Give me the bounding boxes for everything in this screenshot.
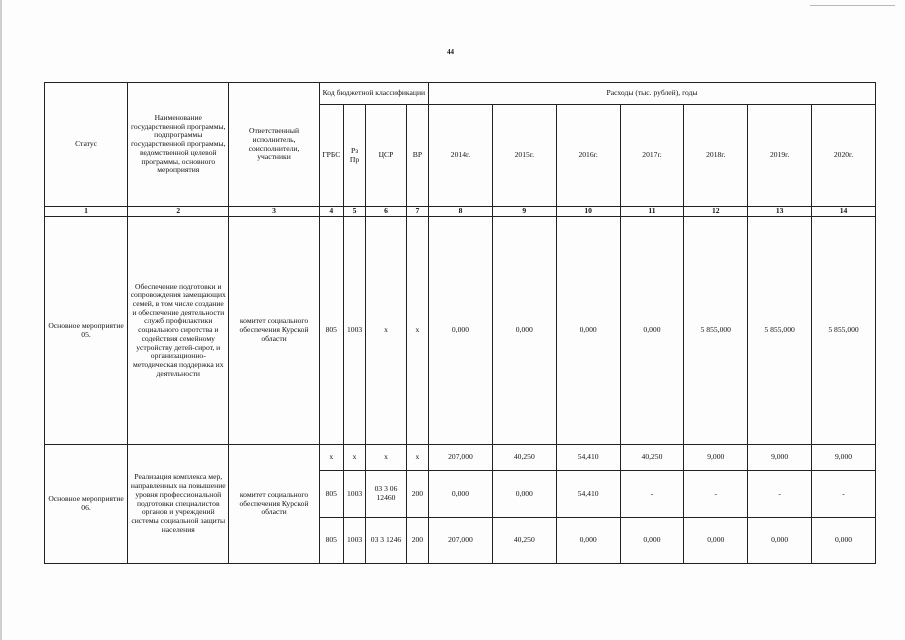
cell-vr: 200 (406, 518, 428, 564)
cell-amount: - (620, 471, 684, 518)
column-number: 3 (229, 207, 319, 217)
cell-grbs: х (319, 445, 343, 471)
row-status: Основное мероприятие 06. (45, 445, 128, 564)
cell-amount: 9,000 (684, 445, 748, 471)
cell-amount: 0,000 (429, 471, 493, 518)
cell-amount: 0,000 (620, 518, 684, 564)
row-executor: комитет социального обеспечения Курской области (229, 217, 319, 445)
cell-csr: х (366, 217, 407, 445)
page-number: 44 (447, 48, 454, 56)
cell-amount: - (812, 471, 876, 518)
cell-rzpr: 1003 (343, 471, 365, 518)
cell-amount: 9,000 (812, 445, 876, 471)
cell-amount: 0,000 (812, 518, 876, 564)
header-vr: ВР (406, 105, 428, 207)
cell-amount: 207,000 (429, 445, 493, 471)
table-row (45, 445, 876, 471)
column-number: 5 (343, 207, 365, 217)
header-grbs: ГРБС (319, 105, 343, 207)
scan-left-edge (0, 0, 2, 640)
column-number: 9 (492, 207, 556, 217)
row-name: Обеспечение подготовки и сопровождения замещающих семей, в том числе создание и обеспечение деятельности служб профилактики социального сиротства и содействия семейному устройству детей-сирот, и организационно-методическая поддержка их деятельности (128, 217, 229, 445)
cell-amount: 5 855,000 (684, 217, 748, 445)
cell-amount: 5 855,000 (748, 217, 812, 445)
cell-amount: 0,000 (556, 518, 620, 564)
cell-grbs: 805 (319, 471, 343, 518)
cell-grbs: 805 (319, 518, 343, 564)
cell-csr: 03 3 1246 (366, 518, 407, 564)
cell-amount: 40,250 (620, 445, 684, 471)
header-year: 2016г. (556, 105, 620, 207)
row-executor: комитет социального обеспечения Курской области (229, 445, 319, 564)
column-number: 11 (620, 207, 684, 217)
header-expenses: Расходы (тыс. рублей), годы (429, 83, 876, 105)
cell-amount: 0,000 (492, 217, 556, 445)
cell-grbs: 805 (319, 217, 343, 445)
header-executor: Ответственный исполнитель, соисполнители, участники (229, 83, 319, 207)
cell-amount: 207,000 (429, 518, 493, 564)
cell-amount: 0,000 (748, 518, 812, 564)
cell-csr: 03 3 06 12460 (366, 471, 407, 518)
cell-vr: х (406, 445, 428, 471)
cell-amount: - (684, 471, 748, 518)
header-status: Статус (45, 83, 128, 207)
cell-amount: 5 855,000 (812, 217, 876, 445)
cell-rzpr: 1003 (343, 518, 365, 564)
row-status: Основное мероприятие 05. (45, 217, 128, 445)
header-year: 2020г. (812, 105, 876, 207)
column-number: 10 (556, 207, 620, 217)
header-csr: ЦСР (366, 105, 407, 207)
column-number: 13 (748, 207, 812, 217)
column-number-row (45, 207, 876, 217)
header-year: 2019г. (748, 105, 812, 207)
table-row (45, 217, 876, 445)
cell-amount: 40,250 (492, 518, 556, 564)
cell-amount: 0,000 (556, 217, 620, 445)
cell-vr: х (406, 217, 428, 445)
column-number: 14 (812, 207, 876, 217)
cell-rzpr: х (343, 445, 365, 471)
header-year: 2015г. (492, 105, 556, 207)
column-number: 6 (366, 207, 407, 217)
row-name: Реализация комплекса мер, направленных на повышение уровня профессиональной подготовки специалистов органов и учреждений системы социальной защиты населения (128, 445, 229, 564)
cell-amount: - (748, 471, 812, 518)
cell-amount: 9,000 (748, 445, 812, 471)
header-year: 2014г. (429, 105, 493, 207)
scan-top-mark (810, 5, 895, 6)
column-number: 12 (684, 207, 748, 217)
header-year: 2017г. (620, 105, 684, 207)
column-number: 8 (429, 207, 493, 217)
cell-rzpr: 1003 (343, 217, 365, 445)
cell-csr: х (366, 445, 407, 471)
cell-amount: 0,000 (492, 471, 556, 518)
header-rzpr: Рз Пр (343, 105, 365, 207)
cell-amount: 40,250 (492, 445, 556, 471)
column-number: 7 (406, 207, 428, 217)
column-number: 2 (128, 207, 229, 217)
cell-amount: 54,410 (556, 445, 620, 471)
header-name: Наименование государственной программы, подпрограммы государственной программы, ведомственной целевой программы, основного мероприятия (128, 83, 229, 207)
cell-vr: 200 (406, 471, 428, 518)
column-number: 1 (45, 207, 128, 217)
header-row-1 (45, 83, 876, 105)
budget-table (44, 82, 876, 564)
header-budget-code: Код бюджетной классификации (319, 83, 428, 105)
cell-amount: 54,410 (556, 471, 620, 518)
cell-amount: 0,000 (620, 217, 684, 445)
header-year: 2018г. (684, 105, 748, 207)
cell-amount: 0,000 (429, 217, 493, 445)
cell-amount: 0,000 (684, 518, 748, 564)
column-number: 4 (319, 207, 343, 217)
